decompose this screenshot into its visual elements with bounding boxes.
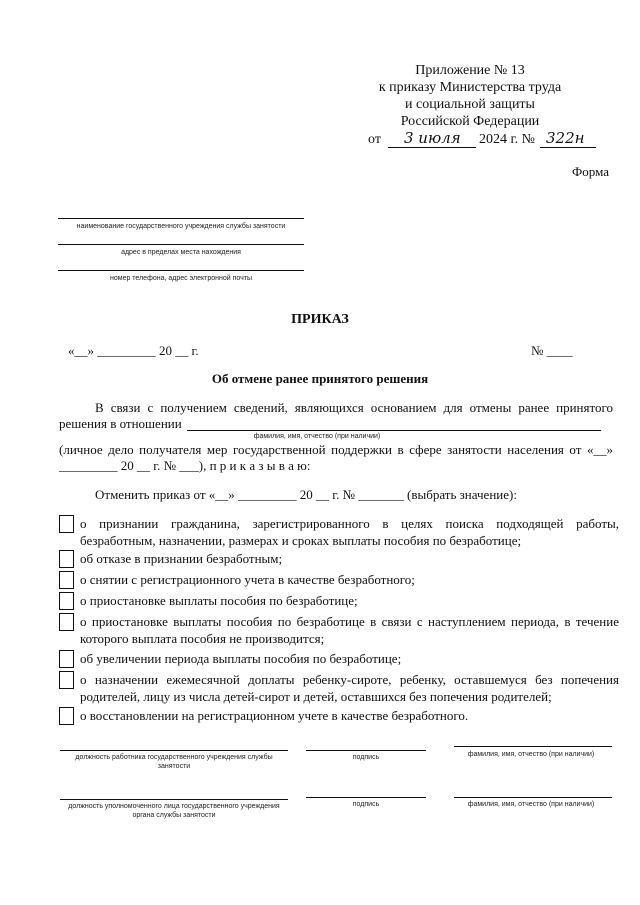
option-2[interactable] <box>59 550 619 568</box>
cancel-order-line: Отменить приказ от «__» _________ 20 __ г. № _______ (выбрать значение): <box>95 487 517 502</box>
order-title: ПРИКАЗ <box>291 312 349 327</box>
option-6-label: об увеличении периода выплаты пособия по безработице; <box>80 651 402 666</box>
number-underline <box>540 147 596 148</box>
option-5-label: о приостановке выплаты пособия по безработице в связи с наступлением периода, в течение которого выплата пособия не производится; <box>80 614 619 646</box>
address-caption: адрес в пределах места нахождения <box>121 249 241 256</box>
option-4[interactable] <box>59 592 619 610</box>
signature-1-name-line <box>454 746 612 747</box>
option-5[interactable] <box>59 613 619 647</box>
order-subject: Об отмене ранее принятого решения <box>211 371 429 386</box>
signature-1-name-caption: фамилия, имя, отчество (при наличии) <box>467 751 595 758</box>
appendix-date-line <box>368 131 608 151</box>
institution-caption: наименование государственного учреждения службы занятости <box>76 223 286 230</box>
option-1-checkbox[interactable] <box>59 515 74 533</box>
signature-2-name-caption: фамилия, имя, отчество (при наличии) <box>467 801 595 808</box>
signature-1-sign-line <box>306 750 426 751</box>
option-8-label: о восстановлении на регистрационном учете в качестве безработного. <box>80 708 469 723</box>
option-8[interactable] <box>59 707 619 725</box>
date-prefix: от <box>368 132 381 147</box>
order-number: № ____ <box>531 343 573 358</box>
signature-2-position-caption: должность уполномоченного лица государственного учреждения органа службы занятости <box>68 803 280 819</box>
appendix-line-3: и социальной защиты <box>405 97 535 112</box>
signature-1-position-line <box>60 750 288 751</box>
date-underline <box>388 147 476 148</box>
institution-field-line <box>58 218 304 219</box>
form-label: Форма <box>572 164 609 179</box>
handwritten-number: 322н <box>546 129 585 147</box>
option-7-checkbox[interactable] <box>59 671 74 689</box>
signature-2-name-line <box>454 797 612 798</box>
option-2-checkbox[interactable] <box>59 550 74 568</box>
option-1[interactable] <box>59 515 619 549</box>
option-3-label: о снятии с регистрационного учета в качестве безработного; <box>80 572 415 587</box>
handwritten-date: 3 июля <box>404 129 461 147</box>
year-number-label: 2024 г. № <box>479 132 536 147</box>
option-5-checkbox[interactable] <box>59 613 74 631</box>
option-4-checkbox[interactable] <box>59 592 74 610</box>
appendix-line-4: Российской Федерации <box>400 114 540 129</box>
contacts-field-line <box>58 270 304 271</box>
fio-field-line <box>187 430 601 431</box>
appendix-title: Приложение № 13 <box>415 63 525 78</box>
option-8-checkbox[interactable] <box>59 707 74 725</box>
option-4-label: о приостановке выплаты пособия по безработице; <box>80 593 358 608</box>
option-6[interactable] <box>59 650 619 668</box>
signature-2-position-line <box>60 799 288 800</box>
address-field-line <box>58 244 304 245</box>
option-2-label: об отказе в признании безработным; <box>80 551 283 566</box>
signature-2-sign-line <box>306 797 426 798</box>
intro-text: В связи с получением сведений, являющихся основанием для отмены ранее принятого решения в отношении <box>59 400 613 431</box>
fio-caption: фамилия, имя, отчество (при наличии) <box>253 433 381 440</box>
appendix-line-2: к приказу Министерства труда <box>378 80 562 95</box>
order-date: «__» _________ 20 __ г. <box>68 343 199 358</box>
option-1-label: о признании гражданина, зарегистрированного в целях поиска подходящей работы, безработным, назначении, размерах и сроках выплаты пособия по безработице; <box>80 516 619 548</box>
option-3[interactable] <box>59 571 619 589</box>
option-7[interactable] <box>59 671 619 705</box>
option-7-label: о назначении ежемесячной доплаты ребенку-сироте, ребенку, оставшемуся без попечения родителей, лицу из числа детей-сирот и детей, оставшихся без попечения родителей; <box>80 672 619 704</box>
contacts-caption: номер телефона, адрес электронной почты <box>110 275 252 282</box>
option-3-checkbox[interactable] <box>59 571 74 589</box>
signature-1-sign-caption: подпись <box>352 754 380 761</box>
signature-2-sign-caption: подпись <box>352 801 380 808</box>
intro-text-continued: (личное дело получателя мер государственной поддержки в сфере занятости населения от «__» _________ 20 __ г. № ___), п р и к а з ы в а ю: <box>59 442 613 473</box>
appendix-header <box>330 62 610 130</box>
option-6-checkbox[interactable] <box>59 650 74 668</box>
signature-1-position-caption: должность работника государственного учреждения службы занятости <box>75 754 273 770</box>
